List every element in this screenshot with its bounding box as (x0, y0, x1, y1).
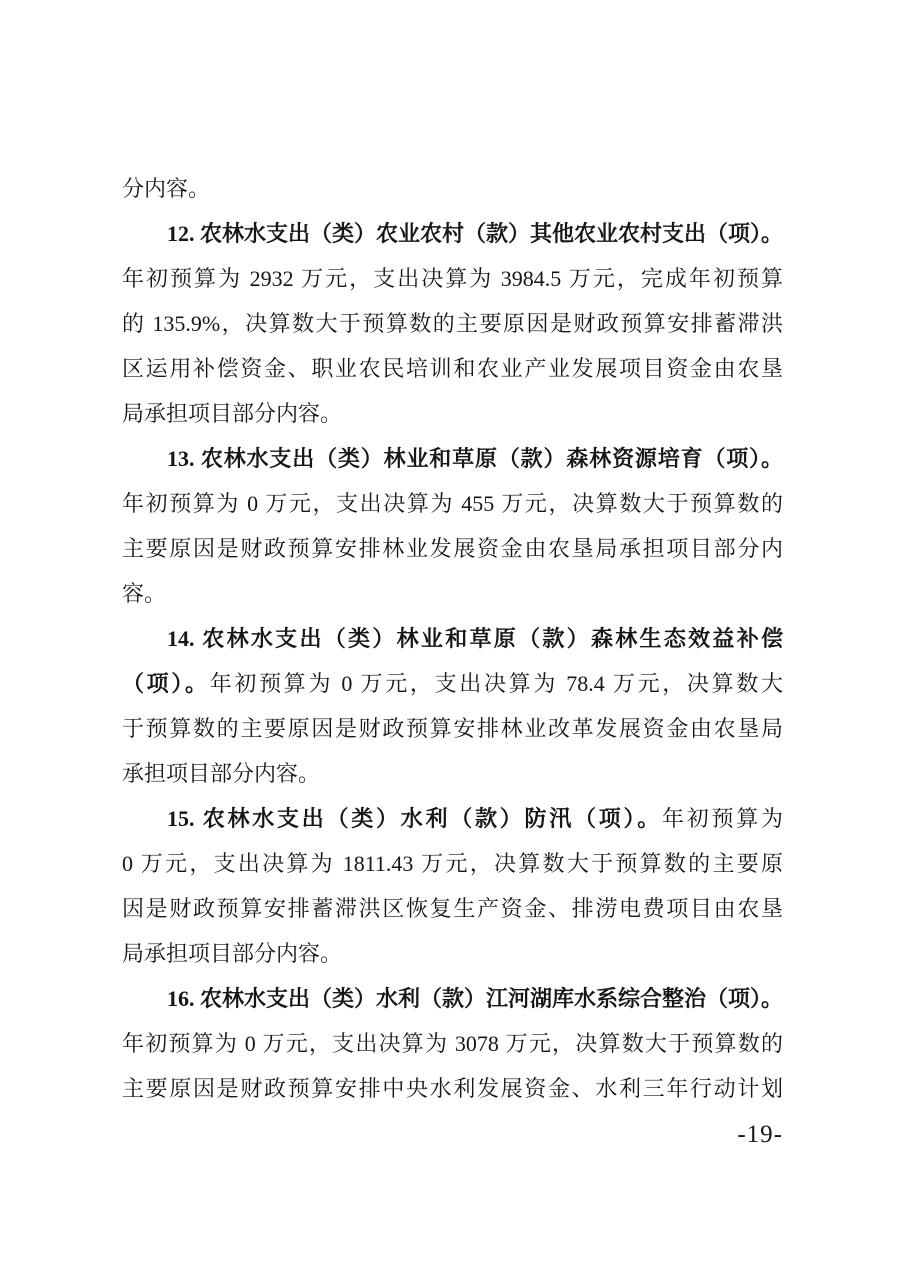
body-text-segment: 的 135.9%，决算数大于预算数的主要原因是财政预算安排蓄滞洪 (122, 311, 783, 336)
text-line (122, 841, 783, 886)
text-line (122, 301, 783, 346)
text-line (122, 391, 783, 436)
body-text-segment: 年初预算为 0 万元，支出决算为 455 万元，决算数大于预算数的 (122, 491, 783, 516)
body-text-segment: 承担项目部分内容。 (122, 761, 321, 786)
section-heading-segment: 16. 农林水支出（类）水利（款）江河湖库水系综合整治（项）。 (167, 986, 784, 1011)
body-text-segment: 因是财政预算安排蓄滞洪区恢复生产资金、排涝电费项目由农垦 (122, 896, 783, 921)
text-line (122, 751, 783, 796)
body-text-segment: 年初预算为 0 万元，支出决算为 78.4 万元，决算数大 (209, 671, 783, 696)
body-text-segment: 容。 (122, 581, 167, 606)
page-number: -19- (737, 1121, 783, 1148)
text-line (122, 886, 783, 931)
section-heading-segment: 15. 农林水支出（类）水利（款）防汛（项）。 (167, 806, 662, 831)
text-line (122, 661, 783, 706)
body-text-segment: 局承担项目部分内容。 (122, 941, 343, 966)
body-text-segment: 于预算数的主要原因是财政预算安排林业改革发展资金由农垦局 (122, 716, 783, 741)
text-line (122, 211, 783, 256)
body-text-segment: 分内容。 (122, 176, 211, 201)
text-line (122, 166, 783, 211)
text-line (122, 481, 783, 526)
text-line (122, 616, 783, 661)
section-heading-segment: 12. 农林水支出（类）农业农村（款）其他农业农村支出（项）。 (167, 221, 784, 246)
body-text-segment: 年初预算为 (661, 806, 783, 831)
body-text-segment: 年初预算为 2932 万元，支出决算为 3984.5 万元，完成年初预算 (122, 266, 783, 291)
section-heading-segment: 14. 农林水支出（类）林业和草原（款）森林生态效益补偿 (167, 626, 783, 651)
text-line (122, 1066, 783, 1111)
document-body (122, 166, 783, 1111)
text-line (122, 1021, 783, 1066)
text-line (122, 346, 783, 391)
section-heading-segment: 13. 农林水支出（类）林业和草原（款）森林资源培育（项）。 (167, 446, 783, 471)
text-line (122, 571, 783, 616)
text-line (122, 436, 783, 481)
text-line (122, 706, 783, 751)
body-text-segment: 主要原因是财政预算安排中央水利发展资金、水利三年行动计划 (122, 1076, 783, 1101)
body-text-segment: 局承担项目部分内容。 (122, 401, 343, 426)
text-line (122, 931, 783, 976)
text-line (122, 526, 783, 571)
section-heading-segment: （项）。 (122, 671, 210, 696)
body-text-segment: 主要原因是财政预算安排林业发展资金由农垦局承担项目部分内 (122, 536, 783, 561)
text-line (122, 976, 783, 1021)
text-line (122, 256, 783, 301)
text-line (122, 796, 783, 841)
body-text-segment: 0 万元，支出决算为 1811.43 万元，决算数大于预算数的主要原 (122, 851, 783, 876)
body-text-segment: 区运用补偿资金、职业农民培训和农业产业发展项目资金由农垦 (122, 356, 783, 381)
body-text-segment: 年初预算为 0 万元，支出决算为 3078 万元，决算数大于预算数的 (122, 1031, 783, 1056)
